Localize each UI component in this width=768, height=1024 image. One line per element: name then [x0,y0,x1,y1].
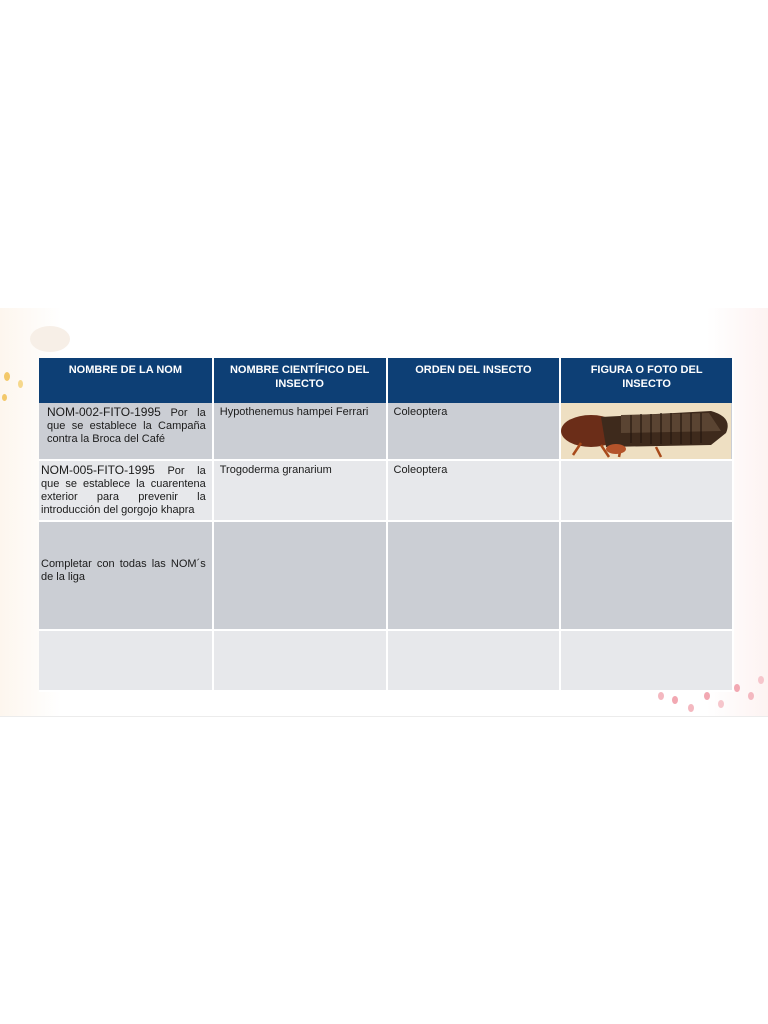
order-cell [387,630,561,691]
table-row [39,460,733,521]
table-row [39,521,733,629]
order-cell [387,521,561,629]
scientific-name-cell: Trogoderma granarium [213,460,387,521]
order-cell: Coleoptera [387,460,561,521]
nom-description: Por la que se establece la Campaña contra la Broca del Café [47,407,206,445]
nom-name-cell [39,630,213,691]
nom-instruction-cell: Completar con todas las NOM´s de la liga [39,521,213,629]
table-row [39,403,733,460]
beetle-photo [561,403,731,459]
header-figura-foto: FIGURA O FOTO DEL INSECTO [560,358,733,403]
nom-code: NOM-002-FITO-1995 [47,405,161,419]
scientific-name-cell [213,521,387,629]
nom-description: Por la que se establece la cuarentena exterior para prevenir la introducción del gorgojo khapra [41,465,206,517]
header-orden-insecto: ORDEN DEL INSECTO [387,358,561,403]
nom-name-cell [39,403,213,460]
table-header-row [39,358,733,403]
nom-name-cell [39,460,213,521]
table-row [39,630,733,691]
figure-cell [560,521,733,629]
order-cell: Coleoptera [387,403,561,460]
header-nombre-nom: NOMBRE DE LA NOM [39,358,213,403]
scientific-name-cell: Hypothenemus hampei Ferrari [213,403,387,460]
scientific-name-cell [213,630,387,691]
nom-code: NOM-005-FITO-1995 [41,463,155,478]
header-nombre-cientifico: NOMBRE CIENTÍFICO DEL INSECTO [213,358,387,403]
figure-cell [560,460,733,521]
figure-cell [560,403,733,460]
figure-cell [560,630,733,691]
nom-table [39,358,734,692]
